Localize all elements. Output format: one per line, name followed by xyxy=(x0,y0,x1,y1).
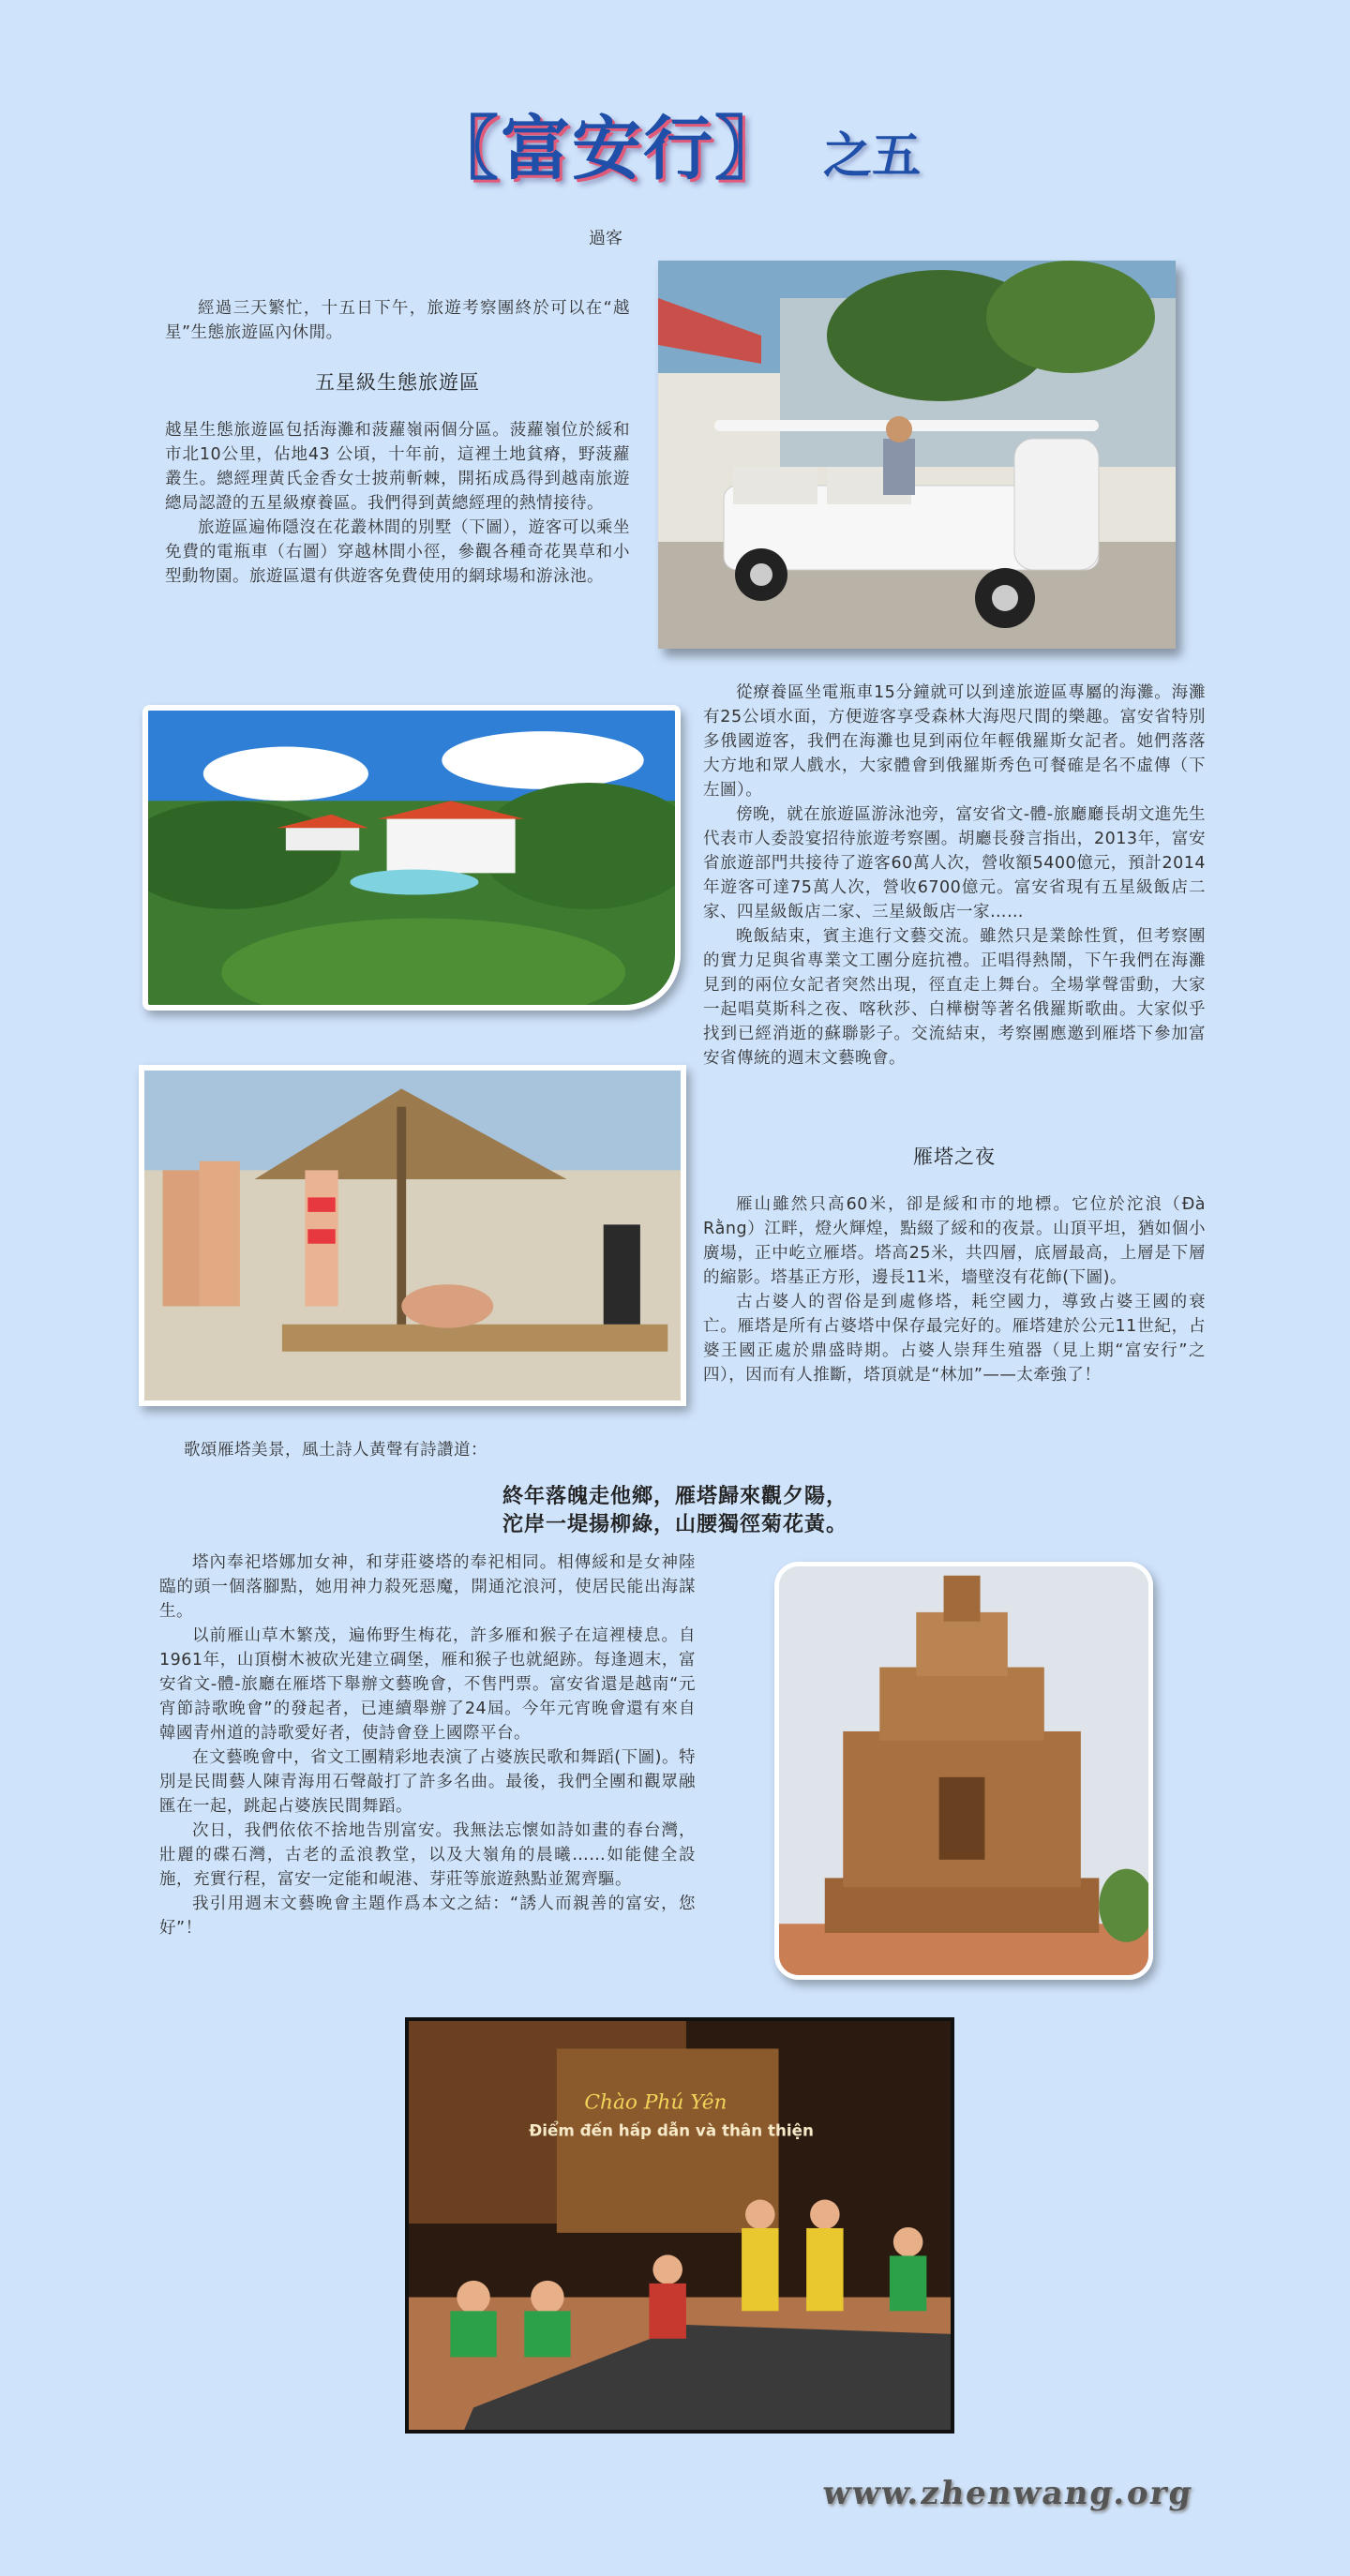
banner-line2: Điểm đến hấp dẫn và thân thiện xyxy=(529,2120,814,2140)
poem-line: 沱岸一堤揚柳綠，山腰獨徑菊花黃。 xyxy=(502,1513,848,1536)
title-main: 〖富安行〗 xyxy=(428,109,786,189)
villa-photo xyxy=(142,705,681,1011)
section2-paragraph: 從療養區坐電瓶車15分鐘就可以到達旅遊區專屬的海灘。海灘有25公頃水面，方便遊客享受森林大海咫尺間的樂趣。富安省特別多俄國遊客，我們在海灘也見到兩位年輕俄羅斯女記者。她們落落大方地和眾人戲水，大家體會到俄羅斯秀色可餐確是名不虛傳（下左圖）。 xyxy=(703,683,1206,800)
section2-body xyxy=(703,681,1206,1071)
section4-paragraph: 次日，我們依依不捨地告別富安。我無法忘懷如詩如畫的春台灣，壯麗的碟石灣，古老的孟浪教堂，以及大嶺角的晨曦……如能健全設施，充實行程，富安一定能和峴港、芽莊等旅遊熱點並駕齊驅。 xyxy=(159,1821,696,1889)
intro-paragraph xyxy=(165,296,630,345)
section1-heading: 五星級生態旅遊區 xyxy=(315,371,480,394)
section3-heading: 雁塔之夜 xyxy=(913,1146,996,1168)
night-performance-photo xyxy=(405,2017,954,2434)
section4-paragraph: 以前雁山草木繁茂，遍佈野生梅花，許多雁和猴子在這裡棲息。自1961年，山頂樹木被砍光建立碉堡，雁和猴子也就絕跡。每逢週末，富安省文-體-旅廳在雁塔下舉辦文藝晚會，不售門票。富安省還是越南“元宵節詩歌晚會”的發起者，已連續舉辦了24屆。今年元宵晚會還有來自韓國青州道的詩歌愛好者，使詩會登上國際平台。 xyxy=(159,1626,696,1743)
section2-paragraph: 傍晚，就在旅遊區游泳池旁，富安省文-體-旅廳廳長胡文進先生代表市人委設宴招待旅遊考察團。胡廳長發言指出，2013年，富安省旅遊部門共接待了遊客60萬人次，營收額5400億元，預計2014年遊客可達75萬人次，營收6700億元。富安省現有五星級飯店二家、四星級飯店二家、三星級飯店一家…… xyxy=(703,805,1206,921)
section3-paragraph: 古占婆人的習俗是到處修塔，耗空國力，導致占婆王國的衰亡。雁塔是所有占婆塔中保存最完好的。雁塔建於公元11世紀，占婆王國正處於鼎盛時期。占婆人崇拜生殖器（見上期“富安行”之四），因而有人推斷，塔頂就是“林加”——太牽強了！ xyxy=(703,1293,1206,1385)
section1-body xyxy=(165,418,630,589)
performance-illustration xyxy=(409,2021,951,2430)
beach-illustration xyxy=(144,1071,681,1400)
poem-line: 終年落魄走他鄉，雁塔歸來觀夕陽， xyxy=(502,1485,848,1508)
section1-paragraph: 越星生態旅遊區包括海灘和菠蘿嶺兩個分區。菠蘿嶺位於綏和市北10公里，佔地43 公頃，十年前，這裡土地貧瘠，野菠蘿叢生。總經理黃氏金香女士披荊斬棘，開拓成爲得到越南旅遊總局認證的五星級療養區。我們得到黃總經理的熱情接待。 xyxy=(165,421,630,513)
poem-intro-text: 歌頌雁塔美景，風土詩人黃聲有詩讚道： xyxy=(184,1441,488,1460)
cart-illustration xyxy=(658,261,1176,649)
banner-line1: Chào Phú Yên xyxy=(584,2090,728,2115)
villa-illustration xyxy=(148,711,675,1005)
tower-illustration xyxy=(779,1566,1148,1975)
section4-body xyxy=(159,1550,696,1940)
page-title xyxy=(0,94,1350,193)
section4-paragraph: 在文藝晚會中，省文工團精彩地表演了占婆族民歌和舞蹈(下圖)。特別是民間藝人陳青海用石聲敲打了許多名曲。最後，我們全團和觀眾融匯在一起，跳起占婆族民間舞蹈。 xyxy=(159,1748,696,1816)
electric-cart-photo xyxy=(658,261,1176,649)
section1-paragraph: 旅遊區遍佈隱沒在花叢林間的別墅（下圖），遊客可以乘坐免費的電瓶車（右圖）穿越林間小徑，參觀各種奇花異草和小型動物園。旅遊區還有供遊客免費使用的網球場和游泳池。 xyxy=(165,518,630,586)
section4-paragraph: 塔內奉祀塔娜加女神，和芽莊婆塔的奉祀相同。相傳綏和是女神陸臨的頭一個落腳點，她用神力殺死惡魔，開通沱浪河，使居民能出海謀生。 xyxy=(159,1553,696,1621)
poem-intro xyxy=(184,1438,840,1462)
tower-photo xyxy=(774,1562,1153,1980)
beach-photo xyxy=(139,1065,686,1406)
watermark: www.zhenwang.org xyxy=(820,2475,1196,2512)
photo-caption: 過客 xyxy=(589,229,622,248)
section4-paragraph: 我引用週末文藝晚會主題作爲本文之結：“誘人而親善的富安，您好”！ xyxy=(159,1895,696,1938)
title-sub: 之五 xyxy=(822,127,921,185)
section3-paragraph: 雁山雖然只高60米，卻是綏和市的地標。它位於沱浪（Đà Rằng）江畔，燈火輝煌，點綴了綏和的夜景。山頂平坦，猶如個小廣場，正中屹立雁塔。塔高25米，共四層，底層最高，上層是下層的縮影。塔基正方形，邊長11米，墻壁沒有花飾(下圖)。 xyxy=(703,1195,1206,1287)
intro-text: 經過三天繁忙，十五日下午，旅遊考察團終於可以在“越星”生態旅遊區內休閒。 xyxy=(165,299,630,342)
section2-paragraph: 晚飯結束，賓主進行文藝交流。雖然只是業餘性質，但考察團的實力足與省專業文工團分庭抗禮。正唱得熱鬧，下午我們在海灘見到的兩位女記者突然出現，徑直走上舞台。全場掌聲雷動，大家一起唱莫斯科之夜、喀秋莎、白樺樹等著名俄羅斯歌曲。大家似乎找到已經消逝的蘇聯影子。交流結束，考察團應邀到雁塔下參加富安省傳統的週末文藝晚會。 xyxy=(703,927,1206,1068)
section3-body xyxy=(703,1192,1206,1387)
poem xyxy=(347,1483,1003,1539)
